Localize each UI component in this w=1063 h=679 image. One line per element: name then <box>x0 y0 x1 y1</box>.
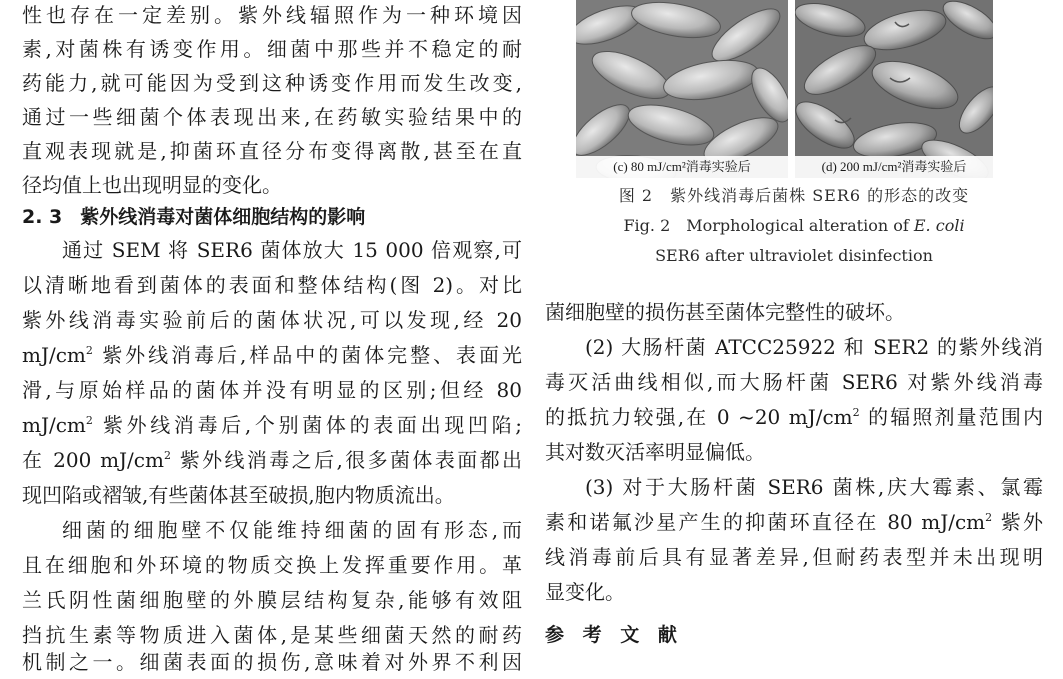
panel-d-caption: (d) 200 mJ/cm²消毒实验后 <box>795 156 993 178</box>
body-text-line: 直观表现就是,抑菌环直径分布变得离散,甚至在直 <box>22 139 522 163</box>
body-text-line <box>545 400 1043 434</box>
body-text-line: 细菌的细胞壁不仅能维持细菌的固有形态,而 <box>62 518 522 542</box>
body-text-line: 以清晰地看到菌体的表面和整体结构(图 2)。对比 <box>22 273 522 297</box>
unit-text: 在 200 mJ/cm <box>22 448 164 472</box>
caption-en-italic: E. coli <box>913 216 965 235</box>
body-text-line: 径均值上也出现明显的变化。 <box>22 173 282 197</box>
superscript: 2 <box>985 511 993 524</box>
body-text-line <box>545 505 1043 539</box>
body-text-line: 通过一些细菌个体表现出来,在药敏实验结果中的 <box>22 105 522 129</box>
body-text-line: 毒灭活曲线相似,而大肠杆菌 SER6 对紫外线消毒 <box>545 370 1043 394</box>
unit-text: mJ/cm <box>22 413 86 437</box>
body-text-line: 显变化。 <box>545 580 625 604</box>
text-span: 紫外线消毒后,样品中的菌体完整、表面光 <box>92 343 522 367</box>
body-text-line: 滑,与原始样品的菌体并没有明显的区别;但经 80 <box>22 378 522 402</box>
figure-caption-en <box>545 211 1043 241</box>
body-text-line: 素,对菌株有诱变作用。细菌中那些并不稳定的耐 <box>22 37 522 61</box>
superscript: 2 <box>85 344 93 357</box>
text-span: 紫外线消毒后,个别菌体的表面出现凹陷; <box>92 413 522 437</box>
text-span: 紫外 <box>992 510 1043 534</box>
figure-caption-en-line2: SER6 after ultraviolet disinfection <box>655 246 933 265</box>
sem-image-c <box>576 0 788 178</box>
body-text-line: 菌细胞壁的损伤甚至菌体完整性的破坏。 <box>545 300 905 324</box>
sem-image-d <box>795 0 993 178</box>
body-text-line: 且在细胞和外环境的物质交换上发挥重要作用。革 <box>22 553 522 577</box>
text-span: 的辐照剂量范围内 <box>859 405 1043 429</box>
body-text-line: 药能力,就可能因为受到这种诱变作用而发生改变, <box>22 71 522 95</box>
unit-text: mJ/cm <box>22 343 86 367</box>
figure-2 <box>576 0 1028 180</box>
superscript: 2 <box>163 449 171 462</box>
figure-caption-cn: 图 2 紫外线消毒后菌株 SER6 的形态的改变 <box>618 186 970 205</box>
body-text-line: (2) 大肠杆菌 ATCC25922 和 SER2 的紫外线消 <box>585 335 1043 359</box>
body-text-line: 现凹陷或褶皱,有些菌体甚至破损,胞内物质流出。 <box>22 483 455 507</box>
sem-micrograph-d <box>795 0 993 178</box>
sem-micrograph-c <box>576 0 788 178</box>
body-text-line: 性也存在一定差别。紫外线辐照作为一种环境因 <box>22 3 522 27</box>
text-span: 的抵抗力较强,在 0 ~20 mJ/cm <box>545 405 853 429</box>
body-text-line <box>22 338 522 372</box>
body-text-line <box>22 408 522 442</box>
references-heading: 参 考 文 献 <box>545 624 683 646</box>
superscript: 2 <box>852 406 860 419</box>
body-text-line: 其对数灭活率明显偏低。 <box>545 440 765 464</box>
body-text-line <box>22 443 522 477</box>
section-number: 2. 3 <box>22 206 63 228</box>
section-title: 紫外线消毒对菌体细胞结构的影响 <box>80 206 366 228</box>
body-text-line: (3) 对于大肠杆菌 SER6 菌株,庆大霉素、氯霉 <box>585 475 1043 499</box>
body-text-line: 机制之一。细菌表面的损伤,意味着对外界不利因 <box>22 650 522 674</box>
text-span: 素和诺氟沙星产生的抑菌环直径在 80 mJ/cm <box>545 510 986 534</box>
caption-en-text: Fig. 2 Morphological alteration of <box>623 216 914 235</box>
body-text-line: 挡抗生素等物质进入菌体,是某些细菌天然的耐药 <box>22 623 522 647</box>
panel-c-caption: (c) 80 mJ/cm²消毒实验后 <box>576 156 788 178</box>
section-heading <box>22 202 522 232</box>
body-text-line: 线消毒前后具有显著差异,但耐药表型并未出现明 <box>545 545 1043 569</box>
body-text-line: 通过 SEM 将 SER6 菌体放大 15 000 倍观察,可 <box>62 238 522 262</box>
body-text-line: 紫外线消毒实验前后的菌体状况,可以发现,经 20 <box>22 308 522 332</box>
body-text-line: 兰氏阴性菌细胞壁的外膜层结构复杂,能够有效阻 <box>22 588 522 612</box>
text-span: 紫外线消毒之后,很多菌体表面都出 <box>170 448 522 472</box>
superscript: 2 <box>85 414 93 427</box>
